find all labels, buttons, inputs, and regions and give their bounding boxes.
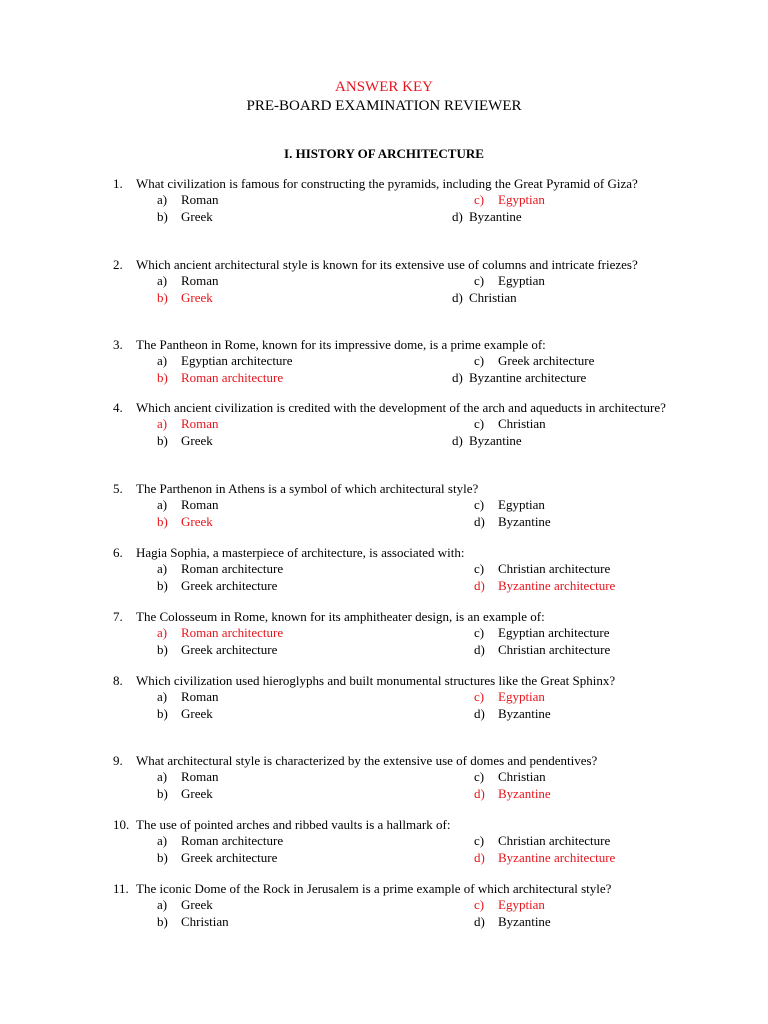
option-letter: a) <box>157 625 168 641</box>
option-text: Roman <box>181 416 219 432</box>
option-letter: b) <box>157 289 168 305</box>
question-text-row <box>0 609 768 625</box>
option-text: Roman architecture <box>181 561 284 577</box>
question-text: The use of pointed arches and ribbed vaults is a hallmark of: <box>136 817 451 832</box>
option-text: Roman architecture <box>181 833 284 849</box>
question-text-row <box>0 817 768 833</box>
option-letter: b) <box>157 913 168 929</box>
question-item <box>0 673 768 722</box>
option-letter: c) <box>474 625 485 641</box>
option-text: Greek <box>181 208 213 224</box>
option-letter: a) <box>157 689 168 705</box>
option-text: Christian architecture <box>498 641 611 657</box>
answer-options <box>0 689 768 722</box>
option-letter: a) <box>157 353 168 369</box>
question-text: Which civilization used hieroglyphs and built monumental structures like the Great Sphinx? <box>136 673 616 688</box>
question-text: What civilization is famous for constructing the pyramids, including the Great Pyramid of Giza? <box>136 176 638 191</box>
option-letter: d) <box>474 577 485 593</box>
question-text-row <box>0 753 768 769</box>
option-letter: b) <box>157 513 168 529</box>
question-number: 5. <box>113 481 123 496</box>
option-text: Roman <box>181 192 219 208</box>
question-text-row <box>0 337 768 353</box>
question-text: Which ancient architectural style is known for its extensive use of columns and intricate friezes? <box>136 257 638 272</box>
option-text: Greek <box>181 432 213 448</box>
option-text: Greek <box>181 785 213 801</box>
option-letter: d) <box>474 513 485 529</box>
option-letter: a) <box>157 497 168 513</box>
answer-options <box>0 192 768 225</box>
option-text: Roman architecture <box>181 625 284 641</box>
question-text: What architectural style is characterized by the extensive use of domes and pendentives? <box>136 753 598 768</box>
option-text: Byzantine architecture <box>469 369 587 385</box>
answer-options <box>0 769 768 802</box>
option-letter: b) <box>157 705 168 721</box>
option-letter: c) <box>474 833 485 849</box>
option-text: Greek <box>181 705 213 721</box>
option-letter: b) <box>157 577 168 593</box>
option-letter: b) <box>157 432 168 448</box>
question-number: 3. <box>113 337 123 352</box>
option-letter: c) <box>474 689 485 705</box>
option-text: Christian <box>181 913 229 929</box>
option-text: Greek architecture <box>181 577 278 593</box>
question-text: The Parthenon in Athens is a symbol of which architectural style? <box>136 481 479 496</box>
option-letter: d) <box>474 849 485 865</box>
option-letter: c) <box>474 192 485 208</box>
answer-options <box>0 416 768 449</box>
option-letter: a) <box>157 897 168 913</box>
option-text: Roman <box>181 497 219 513</box>
question-text-row <box>0 257 768 273</box>
option-text: Byzantine <box>498 705 551 721</box>
question-text-row <box>0 881 768 897</box>
option-text: Byzantine <box>469 208 522 224</box>
answer-key-heading: ANSWER KEY <box>335 79 433 95</box>
option-letter: b) <box>157 641 168 657</box>
question-text-row <box>0 481 768 497</box>
question-item <box>0 545 768 594</box>
option-letter: b) <box>157 785 168 801</box>
option-letter: a) <box>157 192 168 208</box>
option-text: Egyptian <box>498 273 545 289</box>
question-text: Which ancient civilization is credited with the development of the arch and aqueducts in architecture? <box>136 400 666 415</box>
answer-options <box>0 625 768 658</box>
answer-options <box>0 497 768 530</box>
option-text: Christian <box>498 769 546 785</box>
question-item <box>0 400 768 449</box>
option-text: Byzantine architecture <box>498 849 616 865</box>
question-number: 11. <box>113 881 129 896</box>
exam-title: PRE-BOARD EXAMINATION REVIEWER <box>246 98 522 114</box>
option-text: Greek architecture <box>181 641 278 657</box>
option-text: Greek architecture <box>498 353 595 369</box>
question-item <box>0 753 768 802</box>
question-item <box>0 481 768 530</box>
option-letter: b) <box>157 369 168 385</box>
question-number: 7. <box>113 609 123 624</box>
option-text: Greek architecture <box>181 849 278 865</box>
option-letter: d) <box>474 913 485 929</box>
option-letter: c) <box>474 561 485 577</box>
option-text: Byzantine <box>498 785 551 801</box>
option-text: Roman <box>181 689 219 705</box>
question-number: 10. <box>113 817 130 832</box>
option-text: Egyptian <box>498 192 545 208</box>
option-letter: a) <box>157 561 168 577</box>
answer-options <box>0 833 768 866</box>
question-text-row <box>0 400 768 416</box>
option-letter: a) <box>157 416 168 432</box>
question-text-row <box>0 673 768 689</box>
option-letter: c) <box>474 497 485 513</box>
option-letter: b) <box>157 849 168 865</box>
answer-options <box>0 897 768 930</box>
option-letter: d) <box>474 705 485 721</box>
option-letter: d) <box>474 641 485 657</box>
option-text: Egyptian architecture <box>498 625 610 641</box>
answer-options <box>0 353 768 386</box>
option-text: Greek <box>181 897 213 913</box>
option-letter: d) <box>452 289 463 305</box>
question-number: 9. <box>113 753 123 768</box>
question-text-row <box>0 176 768 192</box>
option-text: Christian <box>498 416 546 432</box>
option-text: Byzantine architecture <box>498 577 616 593</box>
question-number: 2. <box>113 257 123 272</box>
option-text: Roman <box>181 273 219 289</box>
option-text: Byzantine <box>498 513 551 529</box>
question-number: 8. <box>113 673 123 688</box>
question-text-row <box>0 545 768 561</box>
question-item <box>0 257 768 306</box>
question-item <box>0 176 768 225</box>
answer-options <box>0 561 768 594</box>
option-text: Christian <box>469 289 517 305</box>
option-letter: b) <box>157 208 168 224</box>
option-letter: d) <box>452 432 463 448</box>
option-text: Greek <box>181 513 213 529</box>
option-letter: c) <box>474 897 485 913</box>
question-item <box>0 609 768 658</box>
option-letter: d) <box>474 785 485 801</box>
option-letter: d) <box>452 369 463 385</box>
question-item <box>0 337 768 386</box>
option-text: Greek <box>181 289 213 305</box>
option-text: Christian architecture <box>498 561 611 577</box>
question-number: 4. <box>113 400 123 415</box>
question-number: 1. <box>113 176 123 191</box>
option-letter: c) <box>474 353 485 369</box>
answer-options <box>0 273 768 306</box>
question-number: 6. <box>113 545 123 560</box>
question-text: The Colosseum in Rome, known for its amphitheater design, is an example of: <box>136 609 545 624</box>
option-text: Egyptian <box>498 497 545 513</box>
question-text: The iconic Dome of the Rock in Jerusalem is a prime example of which architectural style? <box>136 881 612 896</box>
option-letter: a) <box>157 273 168 289</box>
option-text: Byzantine <box>498 913 551 929</box>
option-text: Egyptian <box>498 897 545 913</box>
option-letter: a) <box>157 833 168 849</box>
section-heading: I. HISTORY OF ARCHITECTURE <box>284 146 484 161</box>
option-letter: a) <box>157 769 168 785</box>
question-item <box>0 881 768 930</box>
option-text: Egyptian <box>498 689 545 705</box>
option-text: Roman architecture <box>181 369 284 385</box>
option-text: Egyptian architecture <box>181 353 293 369</box>
option-letter: c) <box>474 769 485 785</box>
question-text: The Pantheon in Rome, known for its impressive dome, is a prime example of: <box>136 337 546 352</box>
question-text: Hagia Sophia, a masterpiece of architecture, is associated with: <box>136 545 465 560</box>
option-text: Roman <box>181 769 219 785</box>
option-letter: c) <box>474 273 485 289</box>
option-text: Christian architecture <box>498 833 611 849</box>
question-item <box>0 817 768 866</box>
option-letter: c) <box>474 416 485 432</box>
option-letter: d) <box>452 208 463 224</box>
option-text: Byzantine <box>469 432 522 448</box>
